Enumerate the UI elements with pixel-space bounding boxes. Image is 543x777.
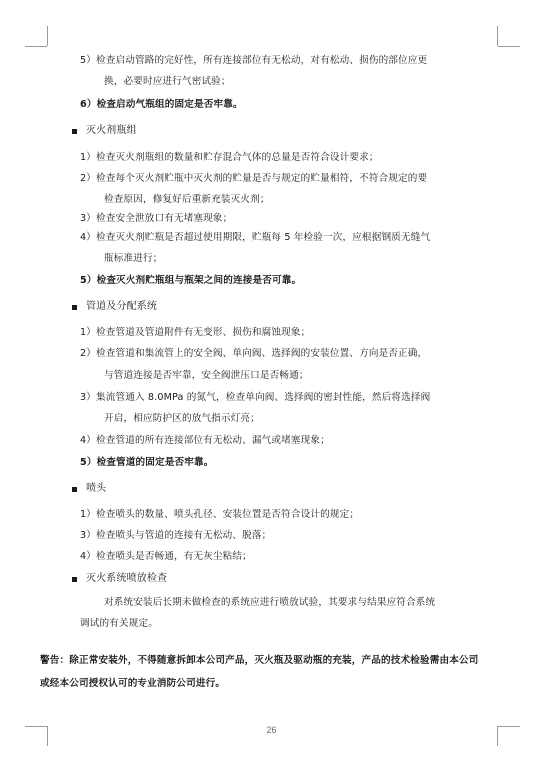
list-item: 3）集流管通入 8.0MPa 的氮气，检查单向阀、选择阀的密封性能，然后将选择阀 [80,392,431,403]
list-item-continuation: 检查原因，修复好后重新充装灭火剂； [104,194,270,205]
section-heading: 灭火系统喷放检查 [86,573,168,584]
page-number: 26 [266,725,277,735]
list-item: 4）检查喷头是否畅通，有无灰尘粘结； [80,551,252,562]
list-item: 1）检查灭火剂瓶组的数量和贮存混合气体的总量是否符合设计要求； [80,152,379,163]
paragraph-line: 调试的有关规定。 [80,618,158,629]
list-item-continuation: 开启，相应防护区的放气指示灯亮； [104,413,260,424]
paragraph-line: 对系统安装后长期未做检查的系统应进行喷放试验，其要求与结果应符合系统 [104,597,436,608]
section-heading: 喷头 [86,483,107,494]
list-item: 3）检查安全泄放口有无堵塞现象； [80,213,233,224]
crop-mark-top-right [498,46,520,47]
list-item-continuation: 换，必要时应进行气密试验； [104,76,231,87]
list-item: 3）检查喷头与管道的连接有无松动、脱落； [80,530,272,541]
list-item: 6）检查启动气瓶组的固定是否牢靠。 [80,99,243,110]
list-item: 4）检查管道的所有连接部位有无松动、漏气或堵塞现象； [80,435,330,446]
crop-mark-top-right [497,26,498,46]
list-item: 1）检查喷头的数量、喷头孔径、安装位置是否符合设计的规定； [80,509,360,520]
list-item-continuation: 与管道连接是否牢靠，安全阀泄压口是否畅通； [104,370,309,381]
square-bullet-icon [72,129,77,134]
warning-notice: 警告：除正常安装外，不得随意拆卸本公司产品，灭火瓶及驱动瓶的充装，产品的技术检验需由本公司 [40,655,479,666]
section-heading: 管道及分配系统 [86,301,158,312]
list-item: 5）检查启动管路的完好性，所有连接部位有无松动，对有松动、损伤的部位应更 [80,55,428,66]
warning-notice-continuation: 或经本公司授权认可的专业消防公司进行。 [40,678,226,689]
list-item: 2）检查管道和集流管上的安全阀、单向阀、选择阀的安装位置、方向是否正确， [80,348,428,359]
square-bullet-icon [72,305,77,310]
crop-mark-top-left [25,46,47,47]
crop-mark-top-left [47,26,48,46]
section-heading: 灭火剂瓶组 [86,125,137,136]
list-item: 2）检查每个灭火剂贮瓶中灭火剂的贮量是否与规定的贮量相符，不符合规定的要 [80,173,428,184]
list-item: 5）检查灭火剂贮瓶组与瓶架之间的连接是否可靠。 [80,275,302,286]
square-bullet-icon [72,487,77,492]
list-item: 5）检查管道的固定是否牢靠。 [80,457,214,468]
list-item-continuation: 瓶标准进行； [104,253,163,264]
square-bullet-icon [72,577,77,582]
list-item: 1）检查管道及管道附件有无变形、损伤和腐蚀现象； [80,327,311,338]
list-item: 4）检查灭火剂贮瓶是否超过使用期限，贮瓶每 5 年检验一次，应根据钢质无缝气 [80,232,431,243]
